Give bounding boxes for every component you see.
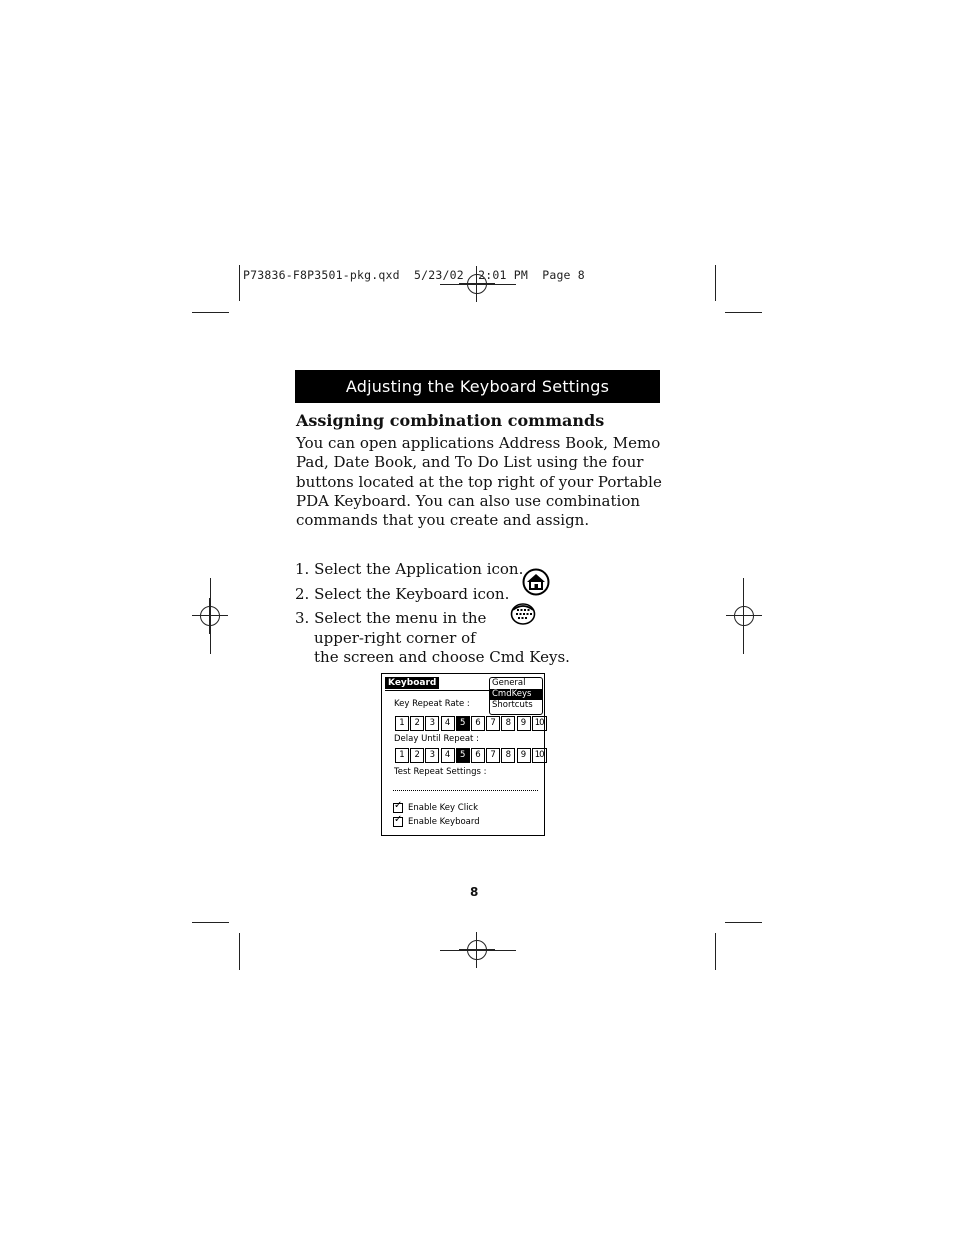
file-slug: P73836-F8P3501-pkg.qxd 5/23/02 2:01 PM Page 8 [243, 268, 585, 282]
rate-option[interactable]: 8 [501, 716, 515, 731]
delay-option[interactable]: 7 [486, 748, 500, 763]
menu-item-cmdkeys[interactable]: CmdKeys [490, 689, 542, 700]
checkbox-icon[interactable] [393, 803, 403, 813]
crop-mark [192, 312, 229, 313]
crop-mark [239, 265, 240, 301]
registration-line [210, 578, 211, 654]
delay-selector[interactable] [395, 748, 548, 763]
test-label: Test Repeat Settings : [394, 767, 487, 777]
registration-line [743, 578, 744, 654]
step-3-line-3: the screen and choose Cmd Keys. [314, 648, 570, 666]
test-input-line[interactable] [393, 790, 538, 791]
crop-mark [725, 922, 762, 923]
rate-option[interactable]: 9 [517, 716, 531, 731]
pda-keyboard-screen [381, 673, 545, 836]
pda-title: Keyboard [385, 677, 439, 689]
checkbox-icon[interactable] [393, 817, 403, 827]
keyboard-icon [509, 599, 537, 627]
home-icon [522, 568, 550, 596]
delay-option[interactable]: 2 [410, 748, 424, 763]
delay-option[interactable]: 9 [517, 748, 531, 763]
enable-keyboard-checkbox[interactable] [393, 817, 480, 827]
page-number: 8 [470, 885, 479, 899]
step-1: 1. Select the Application icon. [295, 560, 524, 578]
checkbox-label: Enable Keyboard [408, 817, 480, 827]
crop-mark [239, 933, 240, 970]
registration-mark [726, 598, 762, 634]
delay-label: Delay Until Repeat : [394, 734, 479, 744]
pda-menu[interactable] [489, 677, 543, 715]
crop-mark [715, 265, 716, 301]
rate-option[interactable]: 1 [395, 716, 409, 731]
rate-option-selected[interactable]: 5 [456, 716, 470, 731]
rate-option[interactable]: 7 [486, 716, 500, 731]
step-2: 2. Select the Keyboard icon. [295, 585, 510, 603]
crop-mark [192, 922, 229, 923]
menu-item-shortcuts[interactable]: Shortcuts [492, 700, 533, 710]
delay-option[interactable]: 3 [425, 748, 439, 763]
enable-key-click-checkbox[interactable] [393, 803, 478, 813]
rate-option[interactable]: 6 [471, 716, 485, 731]
crop-mark [725, 312, 762, 313]
repeat-rate-label: Key Repeat Rate : [394, 699, 470, 709]
menu-item-general[interactable]: General [492, 678, 526, 688]
divider [385, 690, 489, 691]
delay-option-selected[interactable]: 5 [456, 748, 470, 763]
section-banner: Adjusting the Keyboard Settings [295, 370, 660, 403]
crop-mark [715, 933, 716, 970]
body-paragraph: You can open applications Address Book, Memo Pad, Date Book, and To Do List using the four buttons located at the top right of your Portable PDA Keyboard. You can also use combination commands that you create and assign. [296, 434, 662, 530]
registration-line [440, 950, 516, 951]
rate-option[interactable]: 10 [532, 716, 547, 731]
delay-option[interactable]: 10 [532, 748, 547, 763]
delay-option[interactable]: 1 [395, 748, 409, 763]
step-3: 3. Select the menu in the [295, 609, 487, 627]
delay-option[interactable]: 8 [501, 748, 515, 763]
subheading: Assigning combination commands [296, 411, 605, 430]
step-3-line-2: upper-right corner of [314, 629, 476, 647]
rate-option[interactable]: 2 [410, 716, 424, 731]
registration-line [440, 284, 516, 285]
delay-option[interactable]: 6 [471, 748, 485, 763]
delay-option[interactable]: 4 [441, 748, 455, 763]
rate-option[interactable]: 4 [441, 716, 455, 731]
repeat-rate-selector[interactable] [395, 716, 548, 731]
rate-option[interactable]: 3 [425, 716, 439, 731]
checkbox-label: Enable Key Click [408, 803, 479, 813]
